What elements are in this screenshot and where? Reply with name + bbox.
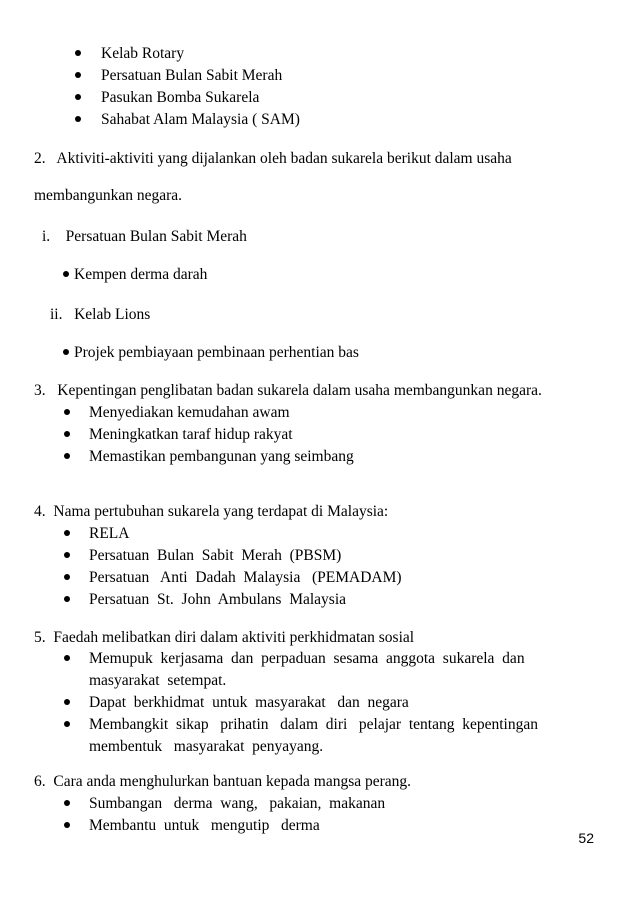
list-item: Kelab Rotary (101, 45, 185, 62)
sub-heading: i. Persatuan Bulan Sabit Merah (42, 228, 247, 245)
bullet (75, 116, 81, 122)
list-item: Sumbangan derma wang, pakaian, makanan (89, 795, 386, 812)
sub-heading: ii. Kelab Lions (50, 306, 151, 323)
list-item: RELA (89, 525, 130, 542)
bullet (64, 409, 70, 415)
list-item: Menyediakan kemudahan awam (89, 404, 290, 421)
bullet (64, 800, 70, 806)
bullet (64, 699, 70, 705)
bullet (63, 349, 69, 355)
bullet (75, 72, 81, 78)
list-item: Persatuan St. John Ambulans Malaysia (89, 591, 347, 608)
page-number: 52 (578, 830, 594, 846)
list-item: Dapat berkhidmat untuk masyarakat dan negara (89, 694, 409, 711)
section-heading: 5. Faedah melibatkan diri dalam aktiviti perkhidmatan sosial (34, 629, 415, 646)
list-item: Meningkatkan taraf hidup rakyat (89, 426, 293, 443)
section-heading: 3. Kepentingan penglibatan badan sukarela dalam usaha membangunkan negara. (34, 382, 542, 399)
list-item-cont: membentuk masyarakat penyayang. (89, 738, 324, 755)
section-heading: 4. Nama pertubuhan sukarela yang terdapat di Malaysia: (34, 503, 389, 520)
list-item-cont: masyarakat setempat. (89, 672, 227, 689)
list-item: Pasukan Bomba Sukarela (101, 89, 260, 106)
bullet (75, 94, 81, 100)
list-item: Sahabat Alam Malaysia ( SAM) (101, 111, 300, 128)
bullet (75, 50, 81, 56)
bullet (64, 453, 70, 459)
bullet (64, 574, 70, 580)
list-item: Projek pembiayaan pembinaan perhentian bas (74, 344, 359, 361)
list-item: Memastikan pembangunan yang seimbang (89, 448, 354, 465)
list-item: Persatuan Anti Dadah Malaysia (PEMADAM) (89, 569, 402, 586)
list-item: Persatuan Bulan Sabit Merah (PBSM) (89, 547, 342, 564)
bullet (64, 530, 70, 536)
section-heading: 2. Aktiviti-aktiviti yang dijalankan oleh badan sukarela berikut dalam usaha (34, 150, 512, 167)
bullet (64, 655, 70, 661)
bullet (64, 596, 70, 602)
list-item: Kempen derma darah (74, 266, 208, 283)
list-item: Persatuan Bulan Sabit Merah (101, 67, 283, 84)
list-item: Memupuk kerjasama dan perpaduan sesama anggota sukarela dan (89, 650, 525, 667)
bullet (64, 822, 70, 828)
bullet (63, 271, 69, 277)
list-item: Membangkit sikap prihatin dalam diri pelajar tentang kepentingan (89, 716, 538, 733)
bullet (64, 431, 70, 437)
section-heading-cont: membangunkan negara. (34, 187, 183, 204)
bullet (64, 721, 70, 727)
list-item: Membantu untuk mengutip derma (89, 817, 320, 834)
section-heading: 6. Cara anda menghulurkan bantuan kepada mangsa perang. (34, 773, 412, 790)
bullet (64, 552, 70, 558)
